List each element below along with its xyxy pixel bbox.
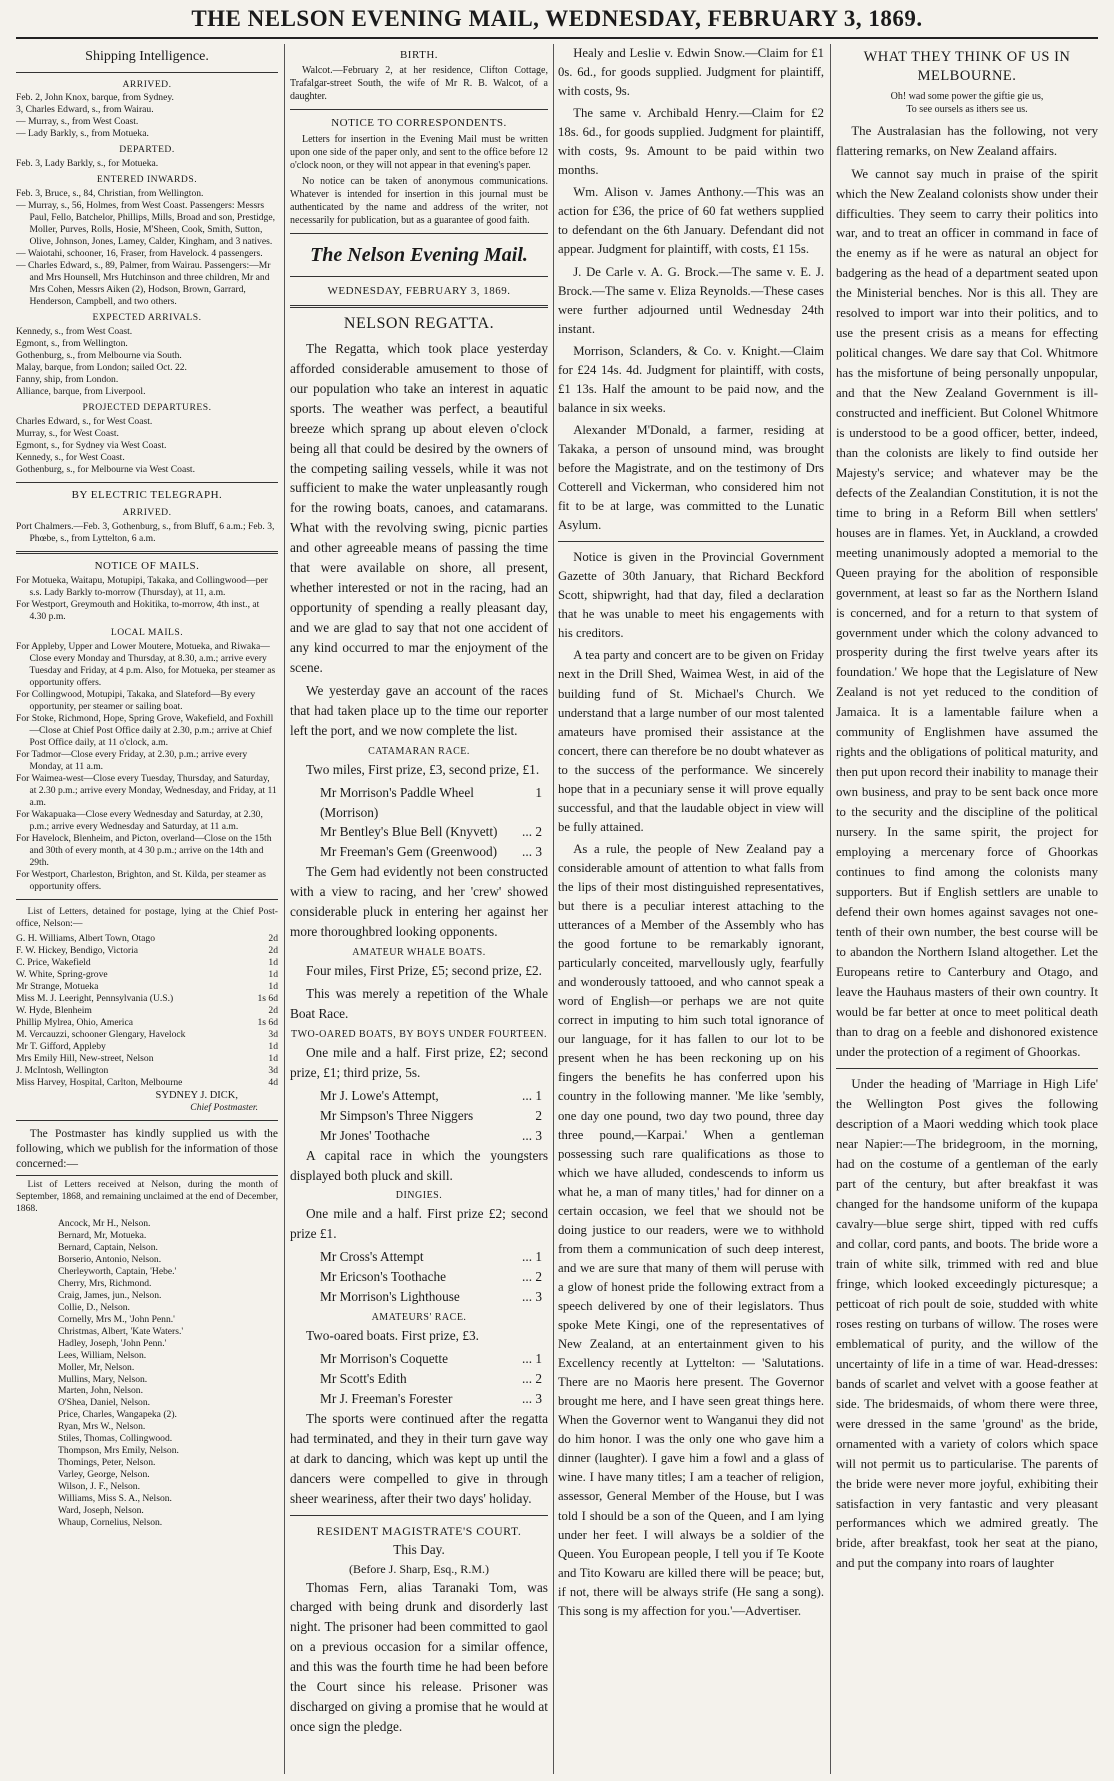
unclaimed-name: Hadley, Joseph, 'John Penn.' [58,1337,167,1349]
race-result-value: ... 2 [522,824,542,840]
whale-boats-description: Four miles, First Prize, £5; second prize, £2. [305,963,542,979]
unclaimed-names-list [16,1218,278,1530]
mails-heading: NOTICE OF MAILS. [94,559,200,572]
expected-heading: EXPECTED ARRIVALS. [92,312,202,324]
divider [290,1515,548,1516]
letter-entry-name: J. McIntosh, Wellington [16,1064,109,1076]
catamaran-note: The Gem had evidently not been constructed with a view to racing, and her 'crew' showed considerable pluck in entering her against her more thoroughbred looking opponents. [290,864,548,940]
court-case-1: Thomas Fern, alias Taranaki Tom, was charged with being drunk and disorderly last night. The prisoner had been committed to gaol on a previous occasion for a similar offence, and this was the fourth time he had been before the Court since his release. Prisoner was discharged on giving a promise that he would at once sign the pledge. [290,1579,548,1735]
verse [836,90,1098,116]
race-result-value: 2 [535,1107,542,1123]
two-oared-note: A capital race in which the youngsters displayed both pluck and skill. [290,1147,548,1183]
divider [16,551,278,554]
local-mail-entry: For Havelock, Blenheim, and Picton, overland—Close on the 15th and 30th of every month, at 4 30 p.m.; arrive on the 14th and 29th. [16,833,272,869]
dingies-description: One mile and a half. First prize £2; second prize £1. [290,1206,548,1242]
letter-entry-value: 1s 6d [257,1016,278,1028]
race-result-name: Mr J. Lowe's Attempt, [320,1087,439,1103]
local-mail-entry: For Waimea-west—Close every Tuesday, Thursday, and Saturday, at 2.30 p.m.; arrive every Monday, Wednesday, and Friday, at 11 a.m. [16,773,277,809]
letters-list [16,933,278,1089]
letter-entry [16,1065,278,1077]
letter-entry-value: 3d [268,1064,278,1076]
letter-entry-name: Phillip Mylrea, Ohio, America [16,1016,133,1028]
postmaster-title: Chief Postmaster. [190,1101,258,1113]
unclaimed-name: Stiles, Thomas, Collingwood. [58,1433,173,1445]
unclaimed-name: Cherry, Mrs, Richmond. [58,1277,152,1289]
projected-entry: Charles Edward, s., for West Coast. [16,416,153,428]
dingies-results [290,1247,548,1307]
divider [16,482,278,483]
column-3 [558,44,824,1774]
letter-entry-value: 2d [268,933,278,945]
catamaran-results [290,783,548,863]
race-result [290,1126,548,1146]
paper-title: The Nelson Evening Mail. [310,243,528,266]
letter-entry-name: Miss Harvey, Hospital, Carlton, Melbourne [16,1076,183,1088]
race-result [290,822,548,842]
race-result-value: ... 2 [522,1371,542,1387]
unclaimed-name: Ryan, Mrs W., Nelson. [58,1421,146,1433]
race-result [290,1389,548,1409]
mail-entry: For Westport, Greymouth and Hokitika, to-morrow, 4th inst., at 4.30 p.m. [16,599,260,623]
whale-boats-heading: AMATEUR WHALE BOATS. [352,947,486,959]
unclaimed-name: Cherleyworth, Captain, 'Hebe.' [58,1265,177,1277]
race-result-name: Mr Morrison's Coquette [320,1351,448,1367]
race-result-name: Mr Simpson's Three Niggers [320,1107,474,1123]
melbourne-heading: WHAT THEY THINK OF US IN MELBOURNE. [863,49,1071,84]
verse-line-2: To see oursels as ithers see us. [906,103,1028,115]
letter-entry [16,1041,278,1053]
court-case-4: Wm. Alison v. James Anthony.—This was an action for £36, the price of 60 fat wethers supplied to defendant on the 6th January. Defendant did not appear. Judgment for plaintiff, with costs, £1 15s. [558,185,824,257]
column-rule [830,44,831,1774]
expected-entry: Fanny, ship, from London. [16,374,119,386]
race-result-value: ... 3 [522,1127,542,1143]
unclaimed-name: Thomings, Peter, Nelson. [58,1457,156,1469]
letter-entry [16,1077,278,1089]
divider [290,109,548,110]
arrival-entry: 3, Charles Edward, s., from Wairau. [16,104,154,116]
two-oared-heading: TWO-OARED BOATS, BY BOYS UNDER FOURTEEN. [291,1028,547,1040]
letter-entry-value: 1d [268,1040,278,1052]
court-heading: RESIDENT MAGISTRATE'S COURT. [316,1523,522,1538]
maori-wedding-article: Under the heading of 'Marriage in High Life' the Wellington Post gives the following description of a Maori wedding which took place near Napier:—The bridegroom, in the morning, had on the costume of a gentleman of the early part of the century, but after breakfast it was changed for the handsome uniform of the kupapa cavalry—blue serge shirt, tipped with red cuffs and collar, cord pants, and boots. The bride wore a train of white silk, trimmed with red and blue fringe, which looked exceedingly picturesque; a petticoat of rich poult de soie, studded with white roses resting on turbans of willow. The roses were emblematical of purity, and the willow of the uncertainty of life in a time of war. Head-dresses: bands of scarlet and velvet with a goose feather at side. The bridesmaids, of whom there were three, were dressed in the same 'ground' as the bride, ornamented with a variety of colors which space will not permit us to particularise. The parents of the bride were never more joyful, exhibiting their satisfaction in very fantastic and very pleasant performances which we admired greatly. The bride, after breakfast, took her seat at the piano, and put the company into roars of laughter [836,1077,1098,1571]
race-result-name: Mr Ericson's Toothache [320,1269,447,1285]
catamaran-description: Two miles, First prize, £3, second prize, £1. [305,761,540,777]
local-mail-entry: For Tadmor—Close every Friday, at 2.30, p.m.; arrive every Monday, at 11 a.m. [16,749,248,773]
letter-entry-value: 1d [268,968,278,980]
expected-entry: Gothenburg, s., from Melbourne via South. [16,350,182,362]
column-rule [284,44,285,1774]
letter-entry-name: F. W. Hickey, Bendigo, Victoria [16,945,139,957]
race-result-value: 1 [535,784,542,800]
court-case-3: The same v. Archibald Henry.—Claim for £2 18s. 6d., for goods supplied. Judgment for plaintiff, with costs, 9s. Amount to be paid within two months. [558,106,824,178]
telegraph-text: Port Chalmers.—Feb. 3, Gothenburg, s., from Bluff, 6 a.m.; Feb. 3, Phœbe, s., from Lyttelton, 6 a.m. [16,520,275,544]
unclaimed-name: Bernard, Captain, Nelson. [58,1241,158,1253]
unclaimed-name: Thompson, Mrs Emily, Nelson. [58,1445,179,1457]
letter-entry [16,933,278,945]
postmaster-signature: SYDNEY J. DICK, [155,1089,238,1101]
dateline: WEDNESDAY, FEBRUARY 3, 1869. [327,284,511,297]
letter-entry-value: 4d [268,1076,278,1088]
race-result [290,1267,548,1287]
local-mail-entry: For Westport, Charleston, Brighton, and St. Kilda, per steamer as opportunity offers. [16,869,267,893]
local-mail-entry: For Wakapuaka—Close every Wednesday and Saturday, at 2.30, p.m.; arrive every Wednesday and Saturday, at 11 a.m. [16,809,263,833]
entered-list [16,188,278,308]
divider [16,72,278,73]
two-oared-results [290,1086,548,1146]
local-mail-entry: For Stoke, Richmond, Hope, Spring Grove, Wakefield, and Foxhill—Close at Chief Post Office daily at 2.30, p.m.; arrive at Chief Post Office daily, at 11 o'clock, a.m. [16,713,274,749]
divider [558,541,824,542]
letter-entry-value: 2d [268,1004,278,1016]
unclaimed-intro: List of Letters received at Nelson, during the month of September, 1868, and remaining unclaimed at the end of December, 1868. [16,1178,278,1214]
arrived-heading: ARRIVED. [122,78,172,90]
projected-list [16,416,278,476]
race-result-value: ... 3 [522,1390,542,1406]
projected-entry: Kennedy, s., for West Coast. [16,452,125,464]
amateurs-results [290,1349,548,1409]
unclaimed-name: Moller, Mr, Nelson. [58,1361,135,1373]
letter-entry [16,969,278,981]
expected-entry: Malay, barque, from London; sailed Oct. 22. [16,362,187,374]
unclaimed-name: Bernard, Mr, Motueka. [58,1229,147,1241]
unclaimed-name: Williams, Miss S. A., Nelson. [58,1493,172,1505]
court-case-6: Morrison, Sclanders, & Co. v. Knight.—Claim for £24 14s. 4d. Judgment for plaintiff, with costs, £1 13s. Half the amount to be paid now, and the balance in six weeks. [558,343,824,415]
letter-entry [16,1005,278,1017]
local-mail-entry: For Appleby, Upper and Lower Moutere, Motueka, and Riwaka—Close every Monday and Thursday, at 8.30, a.m.; arrive every Tuesday and Friday, at 4 p.m. Also, for Motueka, per steamer as opportunity offers. [16,641,276,689]
correspondents-heading: NOTICE TO CORRESPONDENTS. [331,117,507,130]
arrival-entry: — Lady Barkly, s., from Motueka. [16,128,149,140]
whale-boats-note: This was merely a repetition of the Whale Boat Race. [290,986,548,1021]
race-result [290,1349,548,1369]
local-mail-entry: For Collingwood, Motupipi, Takaka, and Slateford—By every opportunity, per steamer or sailing boat. [16,689,256,713]
entered-entry: Feb. 3, Bruce, s., 84, Christian, from Wellington. [16,188,204,200]
telegraph-heading: BY ELECTRIC TELEGRAPH. [71,489,223,502]
letter-entry-value: 2d [268,945,278,957]
unclaimed-name: Christmas, Albert, 'Kate Waters.' [58,1325,184,1337]
letter-entry-name: Mr T. Gifford, Appleby [16,1040,106,1052]
letter-entry [16,957,278,969]
divider [290,233,548,234]
court-case-5: J. De Carle v. A. G. Brock.—The same v. E. J. Brock.—The same v. Eliza Reynolds.—These cases were further adjourned until Wednesday 24th instant. [558,264,824,336]
letter-entry [16,1017,278,1029]
race-result-value: ... 2 [522,1269,542,1285]
tea-party-notice: A tea party and concert are to be given on Friday next in the Drill Shed, Waimea West, in aid of the building fund of St. Michael's Church. We understand that a large number of our most talented amateurs have promised their assistance at the concert, there can therefore be no doubt whatever as to the success of the performance. We sincerely hope that in a pecuniary sense it will prove equally successful, and that the laudable object in view will be fully attained. [558,648,824,834]
expected-list [16,326,278,398]
regatta-paragraph-2: We yesterday gave an account of the races that had taken place up to the time our reporter left the port, and we now complete the list. [290,682,548,738]
divider [16,1175,278,1176]
correspondents-notice-2: No notice can be taken of anonymous communications. Whatever is intended for insertion in this journal must be authenticated by the name and address of the writer, not necessarily for publication, but as a guarantee of good faith. [290,175,548,226]
birth-notice: Walcot.—February 2, at her residence, Clifton Cottage, Trafalgar-street South, the wife of Mr R. B. Walcot, of a daughter. [290,65,548,103]
expected-entry: Kennedy, s., from West Coast. [16,326,133,338]
departure-entry: Feb. 3, Lady Barkly, s., for Motueka. [16,158,159,170]
race-result-value: ... 1 [522,1249,542,1265]
race-result [290,783,548,823]
local-mails-heading: LOCAL MAILS. [110,627,184,639]
melbourne-paragraph-1: The Australasian has the following, not very flattering remarks, on New Zealand affairs. [836,123,1098,158]
projected-entry: Murray, s., for West Coast. [16,428,119,440]
letter-entry-name: M. Vercauzzi, schooner Glengary, Havelock [16,1028,186,1040]
race-result [290,1247,548,1267]
letters-intro: List of Letters, detained for postage, lying at the Chief Post-office, Nelson:— [16,906,278,930]
entered-entry: — Waiotahi, schooner, 16, Fraser, from Havelock. 4 passengers. [16,248,263,260]
unclaimed-name: Marten, John, Nelson. [58,1385,143,1397]
local-mails-list [16,641,278,893]
regatta-heading: NELSON REGATTA. [343,315,495,333]
race-result-name: Mr Bentley's Blue Bell (Knyvett) [320,824,498,840]
letter-entry [16,1053,278,1065]
court-day: This Day. [393,1541,445,1557]
amateurs-heading: AMATEURS' RACE. [371,1312,467,1324]
letter-entry-name: Mr Strange, Motueka [16,980,99,992]
arrived-list [16,92,278,140]
departed-list [16,158,278,170]
expected-entry: Alliance, barque, from Liverpool. [16,386,146,398]
race-result-value: ... 1 [522,1087,542,1103]
unclaimed-name: Craig, James, jun., Nelson. [58,1289,162,1301]
unclaimed-name: Cornelly, Mrs M., 'John Penn.' [58,1313,175,1325]
masthead-rule [16,37,1098,39]
dingies-heading: DINGIES. [395,1190,443,1202]
letter-entry-value: 1d [268,1052,278,1064]
race-result-name: Mr Scott's Edith [320,1371,407,1387]
letter-entry-name: Miss M. J. Leeright, Pennsylvania (U.S.) [16,992,174,1004]
race-result-name: Mr Freeman's Gem (Greenwood) [320,844,498,860]
unclaimed-name: Mullins, Mary, Nelson. [58,1373,148,1385]
letter-entry-name: C. Price, Wakefield [16,957,91,968]
column-rule [553,44,554,1774]
mails-list [16,575,278,623]
letter-entry [16,981,278,993]
race-result-value: ... 3 [522,1289,542,1305]
projected-entry: Egmont, s., for Sydney via West Coast. [16,440,167,452]
letter-entry-name: G. H. Williams, Albert Town, Otago [16,933,156,945]
race-result-name: Mr Morrison's Lighthouse [320,1289,460,1305]
race-result-value: ... 1 [522,1351,542,1367]
court-case-2: Healy and Leslie v. Edwin Snow.—Claim for £1 0s. 6d., for goods supplied. Judgment for plaintiff, with costs, 9s. [558,46,824,99]
regatta-paragraph-1: The Regatta, which took place yesterday afforded considerable amusement to those of our population who take an interest in aquatic sports. The weather was perfect, a beautiful breeze which sprang up about eleven o'clock being all that could be desired by the owners of the competing sailing vessels, while it was not sufficient to make the water unpleasantly rough for the rowing boats, canoes, and catamarans. What with the revolving swing, picnic parties and other agreeable means of passing the time that were available on shore, all present, whether interested or not in the racing, had an opportunity of spending a really pleasant day, and we are glad to say that not one accident of any kind occurred to mar the enjoyment of the scene. [290,340,548,675]
letter-entry [16,993,278,1005]
correspondents-notice-1: Letters for insertion in the Evening Mail must be written upon one side of the paper only, and sent to the office before 12 o'clock noon, or they will not appear in that evening's paper. [290,133,548,171]
melbourne-paragraph-2: We cannot say much in praise of the spirit which the New Zealand colonists show under their difficulties. They seem to carry their politics into war, and to treat an officer in command in face of the enemy as if he were as natural an object for badgering as the head of a department seated upon the Ministerial benches. Nor is this all. They are resolved to import war into their politics, and to use the present crisis as a means for effecting political changes. We dare say that Col. Whitmore has the misfortune of being personally unpopular, and that the New Zealand Government is ill-constructed and inefficient. But Colonel Whitmore is understood to be a good officer, better, indeed, than the colonists are likely to find outside her Majesty's service; and whatever may be the defects of the Zealandian Constitution, it is not the time to bring in a Reform Bill when settlers' houses are in flames. Yet, in Auckland, a crowded meeting unanimously adopted a memorial to the Queen praying for the abolition of responsible government, at least so far as the Northern Island is concerned, and for a return to that system of government under which the colony advanced to prosperity during the first twelve years after its foundation.' We hope that the Legislature of New Zealand is not yet reduced to the condition of Jamaica. It is a lamentable failure when a community of Englishmen have assumed the rights and the obligations of political maturity, and then put upon record their inability to manage their own business, and pray to be sent back once more to the security and the discipline of the political nursery. In the same spirit, the project for employing a mercenary force of Ghoorkas continues to find among the colonists many supporters. But if English settlers are unable to defend their own homes against savages not one-tenth of their own number, the best course will be to abandon the Northern Island altogether. Let the Europeans retire to Canterbury and Otago, and leave the Hauhaus masters of their own country. It would be far better at once to meet political death than to drag on a feeble and dishonored existence under the protection of a regiment of Ghoorkas. [836,166,1098,1059]
column-1 [16,44,278,1774]
race-result-name: Mr J. Freeman's Forester [320,1390,453,1406]
birth-heading: BIRTH. [399,49,439,61]
race-result [290,1369,548,1389]
arrival-entry: — Murray, s., from West Coast. [16,116,139,128]
divider [836,1068,1098,1069]
mete-kingi-article: As a rule, the people of New Zealand pay a considerable amount of attention to what falls from the lips of their most distinguished representatives, but there is a peculiar interest attaching to the utterances of a Member of the Assembly who has the good fortune to be remarkably ignorant, particularly conceited, marvellously ugly, fearfully and wonderously tattooed, and who cannot speak a word of English—or perhaps we are not quite correct in imputing to him such total ignorance of our language, for it has fallen to our lot to be present when he has been reckoning up on his fingers the benefits he has conferred upon his country in the following manner. 'Me like 'sembly, one day one pound, two day two pound, three day three pound,—Karpai.' When a gentleman possessing such rare qualifications as those to which we have alluded, condescends to inform us what he, a man of many titles,' had for dinner on a certain occasion, we feel that we should not be doing justice to our readers, were we to withhold from them a communication of such deep interest, and we are sure that many of them will peruse with a glow of honest pride the following extract from a speech delivered by one of their legislators. Thus spoke Mete Kingi, one of the representatives of New Zealand, at an entertainment given to his Excellency recently at Lyttelton: — 'Salutations. There are no Maoris here present. The Governor brought me here, and I have seen great things here. When the Governor went to Wanganui they did not do him honor. I was the only one who gave him a dinner (laughter). I gave him a fowl and a glass of wine. I have many titles; I am a teacher of religion, assessor, General Member of the House, but I was told I should be a son of the Queen, and I am lying under her feet. I will always be a soldier of the Queen. You European people, I tell you if Te Koote and Tito Kowaru are killed there will be peace; but, if not, there will be always strife (He sang a song). This song is my affection for you.'—Advertiser. [558,841,824,1618]
race-result [290,1106,548,1126]
unclaimed-name: Price, Charles, Wangapeka (2). [58,1409,177,1421]
race-result-name: Mr Jones' Toothache [320,1127,430,1143]
race-result [290,842,548,862]
projected-entry: Gothenburg, s., for Melbourne via West Coast. [16,464,195,476]
catamaran-heading: CATAMARAN RACE. [368,745,470,757]
letter-entry-value: 3d [268,1028,278,1040]
letter-entry-value: 1d [268,957,278,968]
mail-entry: For Motueka, Waitapu, Motupipi, Takaka, and Collingwood—per s.s. Lady Barkly to-morrow (Thursday), at 11, a.m. [16,575,268,599]
letter-entry [16,1029,278,1041]
divider [290,276,548,277]
divider [16,1120,278,1121]
letter-entry-name: W. Hyde, Blenheim [16,1004,92,1016]
amateurs-description: Two-oared boats. First prize, £3. [305,1328,479,1344]
unclaimed-name: O'Shea, Daniel, Nelson. [58,1397,151,1409]
race-result [290,1086,548,1106]
amateurs-note: The sports were continued after the regatta had terminated, and they in their turn gave way at dark to dancing, which was kept up until the dancers were compelled to give in through sheer weariness, after their two days' holiday. [290,1410,548,1506]
race-result [290,1287,548,1307]
entered-heading: ENTERED INWARDS. [96,174,198,186]
unclaimed-name: Ward, Joseph, Nelson. [58,1505,144,1517]
expected-entry: Egmont, s., from Wellington. [16,338,128,350]
column-4 [836,44,1098,1774]
race-result-name: Mr Cross's Attempt [320,1249,424,1265]
gazette-notice: Notice is given in the Provincial Government Gazette of 30th January, that Richard Beckford Scott, shipwright, had that day, filed a declaration that he was unable to meet his engagements with his creditors. [558,550,824,641]
projected-heading: PROJECTED DEPARTURES. [82,402,212,414]
entered-entry: — Murray, s., 56, Holmes, from West Coast. Passengers: Messrs Paul, Fello, Batchelor, Phillips, Mills, Broad and son, Prestidge, Moller, Purves, Rolls, Hosie, M'Sheen, Cook, Smith, Sutton, Olive, Johnson, Jones, Lamey, Calder, Kingham, and 3 natives. [16,200,276,248]
column-2 [290,44,548,1774]
divider [16,899,278,900]
shipping-title: Shipping Intelligence. [85,49,209,64]
court-before: (Before J. Sharp, Esq., R.M.) [349,1561,489,1576]
postmaster-supplied: The Postmaster has kindly supplied us with the following, which we publish for the information of those concerned:— [16,1127,278,1170]
letter-entry [16,945,278,957]
unclaimed-name: Borserio, Antonio, Nelson. [58,1253,162,1265]
letter-entry-value: 1s 6d [257,992,278,1004]
unclaimed-name: Ancock, Mr H., Nelson. [58,1217,151,1229]
verse-line-1: Oh! wad some power the giftie gie us, [890,90,1044,102]
telegraph-arrived-heading: ARRIVED. [122,506,172,518]
unclaimed-name: Wilson, J. F., Nelson. [58,1481,140,1493]
entered-entry: — Charles Edward, s., 89, Palmer, from Wairau. Passengers:—Mr and Mrs Hounsell, Mrs Hutchinson and three children, Mr and Mrs Cohen, Messrs Aiken (2), Hodson, Brown, Garrard, Henderson, Campbell, and two others. [16,260,271,308]
unclaimed-name: Lees, William, Nelson. [58,1349,147,1361]
letter-entry-name: W. White, Spring-grove [16,968,108,980]
divider [290,305,548,308]
race-result-name: Mr Morrison's Paddle Wheel (Morrison) [320,784,474,820]
arrival-entry: Feb. 2, John Knox, barque, from Sydney. [16,92,174,104]
race-result-value: ... 3 [522,844,542,860]
masthead: THE NELSON EVENING MAIL, WEDNESDAY, FEBRUARY 3, 1869. [191,6,923,31]
unclaimed-name: Collie, D., Nelson. [58,1301,130,1313]
departed-heading: DEPARTED. [119,144,175,156]
letter-entry-name: Mrs Emily Hill, New-street, Nelson [16,1052,154,1064]
letter-entry-value: 1d [268,980,278,992]
court-case-7: Alexander M'Donald, a farmer, residing at Takaka, a person of unsound mind, was brought before the Magistrate, and on the testimony of Drs Cotterell and Vickerman, who considered him not fit to be at large, was committed to the Lunatic Asylum. [558,422,824,533]
two-oared-description: One mile and a half. First prize, £2; second prize, £1; third prize, 5s. [290,1044,548,1080]
unclaimed-name: Varley, George, Nelson. [58,1469,150,1481]
unclaimed-name: Whaup, Cornelius, Nelson. [58,1517,163,1529]
